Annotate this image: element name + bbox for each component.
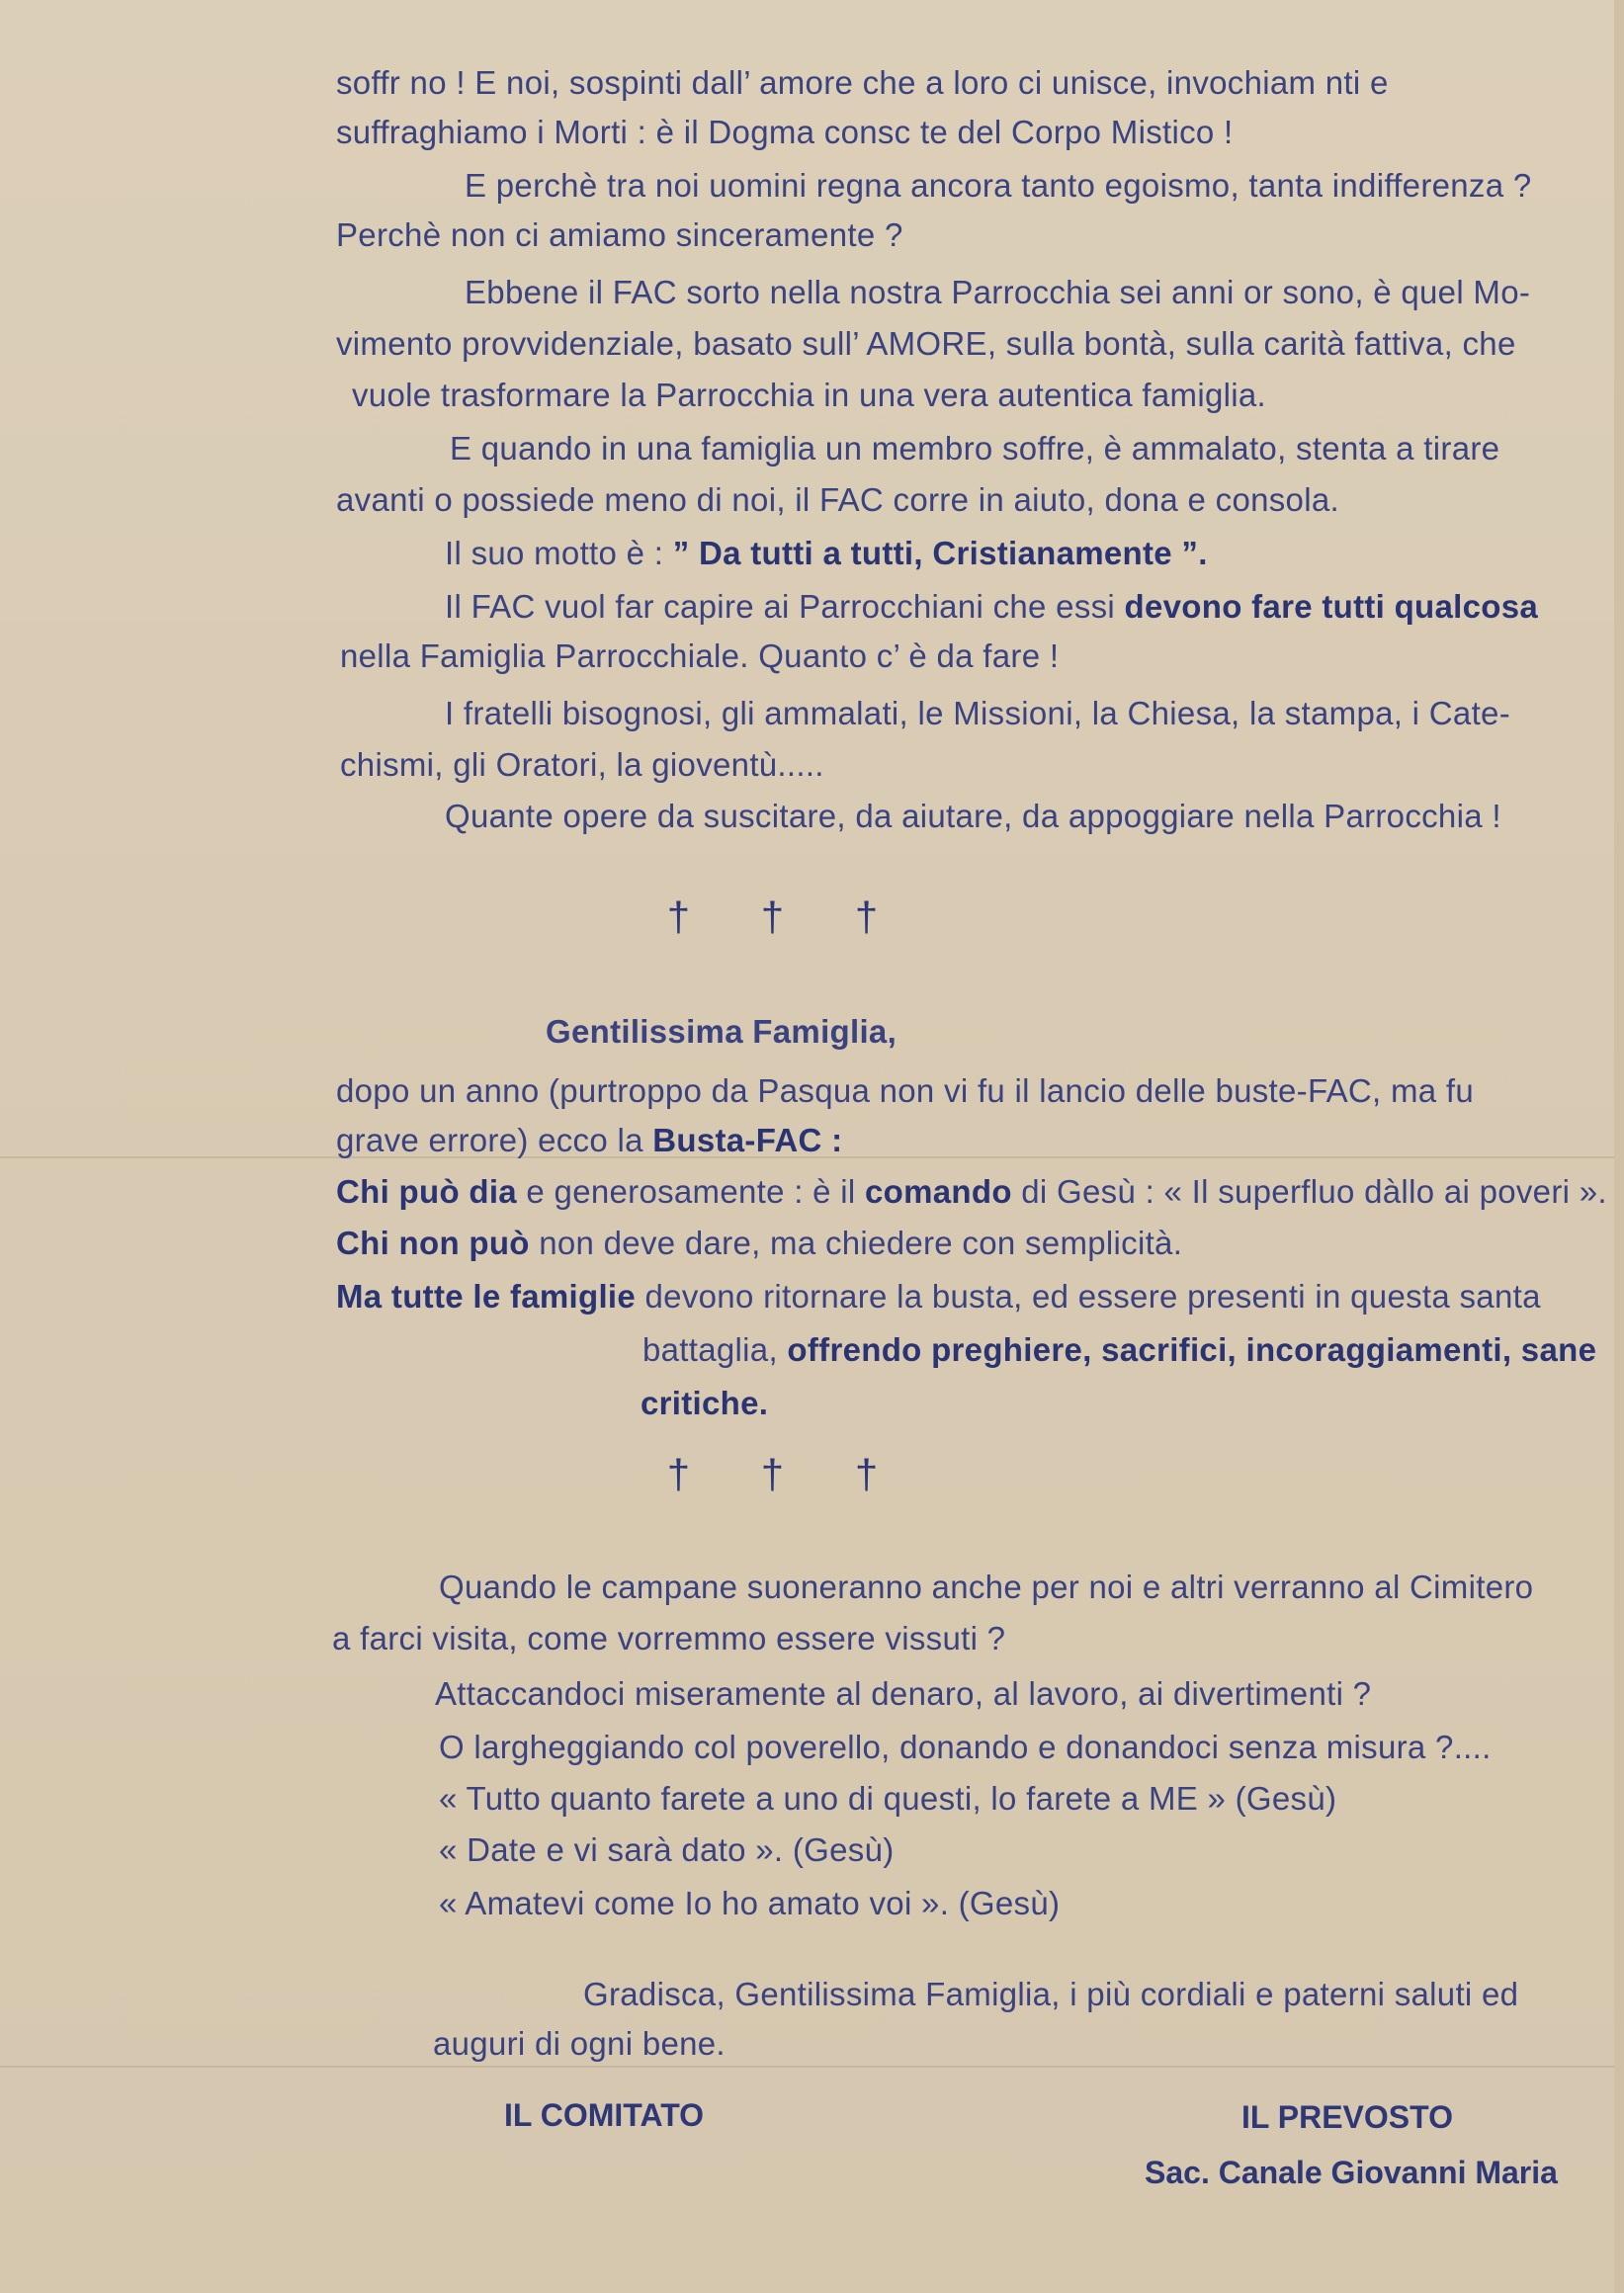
text-span: Il suo motto è :	[445, 535, 673, 571]
text-line	[336, 528, 1624, 579]
emphasis-text: comando	[865, 1173, 1012, 1210]
text-line	[642, 1324, 1597, 1376]
text-line: vimento provvidenziale, basato sull’ AMORE, sulla bontà, sulla carità fattiva, che	[336, 325, 1516, 362]
crosses-divider: † † †	[666, 893, 908, 940]
text-line	[336, 1218, 1572, 1269]
emphasis-text: Chi può dia	[336, 1173, 517, 1210]
text-span: di Gesù : « Il superfluo dàllo ai poveri ».	[1011, 1173, 1607, 1210]
salutation: Gentilissima Famiglia,	[546, 1013, 897, 1050]
text-line: O largheggiando col poverello, donando e donandoci senza misura ?....	[439, 1729, 1492, 1765]
emphasis-text: offrendo preghiere, sacrifici, incoraggiamenti, sane	[787, 1331, 1597, 1368]
text-line: Ebbene il FAC sorto nella nostra Parrocchia sei anni or sono, è quel Mo-	[465, 274, 1531, 310]
text-line: vuole trasformare la Parrocchia in una vera autentica famiglia.	[352, 377, 1267, 413]
text-line: dopo un anno (purtroppo da Pasqua non vi fu il lancio delle buste-FAC, ma fu	[336, 1072, 1475, 1109]
text-line	[336, 581, 1624, 633]
text-line: nella Famiglia Parrocchiale. Quanto c’ è da fare !	[340, 637, 1060, 674]
text-line: E quando in una famiglia un membro soffre, è ammalato, stenta a tirare	[450, 430, 1500, 467]
emphasis-text: Busta-FAC :	[652, 1122, 843, 1158]
text-line	[336, 1166, 1607, 1218]
quote-line: « Date e vi sarà dato ». (Gesù)	[439, 1831, 895, 1868]
text-span: devono ritornare la busta, ed essere presenti in questa santa	[636, 1278, 1541, 1315]
text-span: Il FAC vuol far capire ai Parrocchiani che essi	[445, 588, 1125, 625]
text-line	[336, 1271, 1572, 1322]
crosses-divider: † † †	[666, 1451, 908, 1497]
text-line: chismi, gli Oratori, la gioventù.....	[340, 746, 824, 783]
text-line: E perchè tra noi uomini regna ancora tanto egoismo, tanta indifferenza ?	[465, 167, 1532, 204]
text-line: Quando le campane suoneranno anche per noi e altri verranno al Cimitero	[439, 1569, 1534, 1605]
quote-line: « Tutto quanto farete a uno di questi, lo farete a ME » (Gesù)	[439, 1780, 1337, 1817]
text-line: suffraghiamo i Morti : è il Dogma consc te del Corpo Mistico !	[336, 114, 1234, 150]
emphasis-text: Ma tutte le famiglie	[336, 1278, 637, 1315]
text-line: soffr no ! E noi, sospinti dall’ amore che a loro ci unisce, invochiam nti e	[336, 64, 1389, 101]
page-edge	[1614, 0, 1624, 2293]
text-span: battaglia,	[642, 1331, 788, 1368]
signature-name: Sac. Canale Giovanni Maria	[1145, 2155, 1558, 2190]
text-line: Attaccandoci miseramente al denaro, al lavoro, ai divertimenti ?	[435, 1675, 1372, 1712]
text-line: Perchè non ci amiamo sinceramente ?	[336, 216, 903, 253]
text-line	[336, 1115, 1572, 1166]
text-line: avanti o possiede meno di noi, il FAC corre in aiuto, dona e consola.	[336, 481, 1339, 518]
text-line: auguri di ogni bene.	[433, 2025, 726, 2062]
text-span: e generosamente : è il	[516, 1173, 866, 1210]
signature-committee: IL COMITATO	[504, 2097, 705, 2133]
text-line: a farci visita, come vorremmo essere vissuti ?	[332, 1620, 1006, 1656]
emphasis-text: devono fare tutti qualcosa	[1124, 588, 1539, 625]
emphasis-text: Chi non può	[336, 1225, 530, 1261]
text-span: non deve dare, ma chiedere con semplicità.	[529, 1225, 1183, 1261]
text-line: I fratelli bisognosi, gli ammalati, le Missioni, la Chiesa, la stampa, i Cate-	[445, 695, 1510, 731]
text-line: Quante opere da suscitare, da aiutare, da appoggiare nella Parrocchia !	[445, 798, 1501, 834]
signature-title: IL PREVOSTO	[1241, 2099, 1453, 2135]
text-line: critiche.	[641, 1385, 769, 1421]
quote-line: « Amatevi come Io ho amato voi ». (Gesù)	[439, 1885, 1061, 1921]
motto: ” Da tutti a tutti, Cristianamente ”.	[672, 535, 1208, 571]
text-line: Gradisca, Gentilissima Famiglia, i più cordiali e paterni saluti ed	[583, 1976, 1519, 2012]
text-span: grave errore) ecco la	[336, 1122, 653, 1158]
